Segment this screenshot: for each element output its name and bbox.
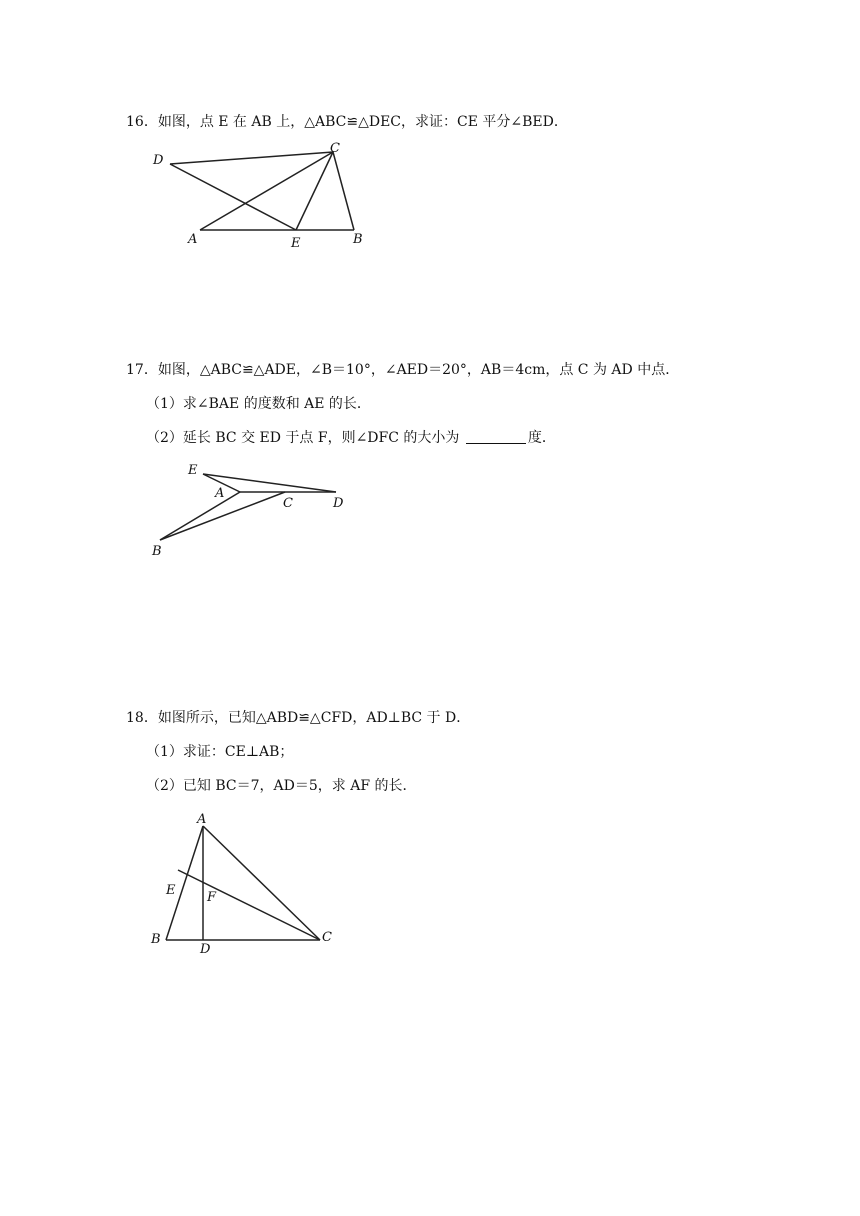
question-17-part-2-suffix: 度． (527, 430, 556, 446)
label-b: B (151, 932, 161, 947)
question-17-text: 17．如图，△ABC≌△ADE，∠B＝10°，∠AED＝20°，AB＝4cm，点 C 为 AD 中点． (126, 362, 680, 378)
label-a: A (215, 486, 225, 501)
label-d: D (153, 153, 164, 168)
question-17-part-2 (146, 428, 556, 448)
segment-dc (170, 152, 333, 164)
question-18-part-1: （1）求证：CE⊥AB； (146, 744, 294, 760)
question-18-part-2: （2）已知 BC＝7，AD＝5，求 AF 的长． (146, 778, 417, 794)
question-18-text: 18．如图所示，已知△ABD≌△CFD，AD⊥BC 于 D． (126, 710, 471, 726)
label-e: E (291, 236, 301, 251)
segment-de (170, 164, 296, 230)
label-c: C (322, 930, 332, 945)
label-a: A (197, 812, 207, 827)
question-17-part-2-prefix: （2）延长 BC 交 ED 于点 F，则∠DFC 的大小为 (146, 430, 460, 446)
question-16-text: 16．如图，点 E 在 AB 上，△ABC≌△DEC，求证：CE 平分∠BED． (126, 114, 568, 130)
segment-ac (203, 826, 320, 940)
label-c: C (330, 141, 340, 156)
label-c: C (283, 496, 293, 511)
label-f: F (207, 890, 217, 905)
label-a: A (188, 232, 198, 247)
segment-cb (333, 152, 354, 230)
figure-17 (151, 463, 344, 559)
label-d: D (200, 942, 211, 957)
answer-blank[interactable] (466, 429, 526, 444)
label-b: B (353, 232, 363, 247)
label-b: B (152, 544, 162, 559)
figure-18 (150, 812, 332, 957)
label-e: E (166, 883, 176, 898)
label-d: D (333, 496, 344, 511)
label-e: E (188, 463, 198, 478)
segment-ab (160, 492, 240, 540)
question-17-part-1: （1）求∠BAE 的度数和 AE 的长． (146, 396, 371, 412)
figure-16 (152, 141, 363, 251)
segment-ec (178, 870, 320, 940)
